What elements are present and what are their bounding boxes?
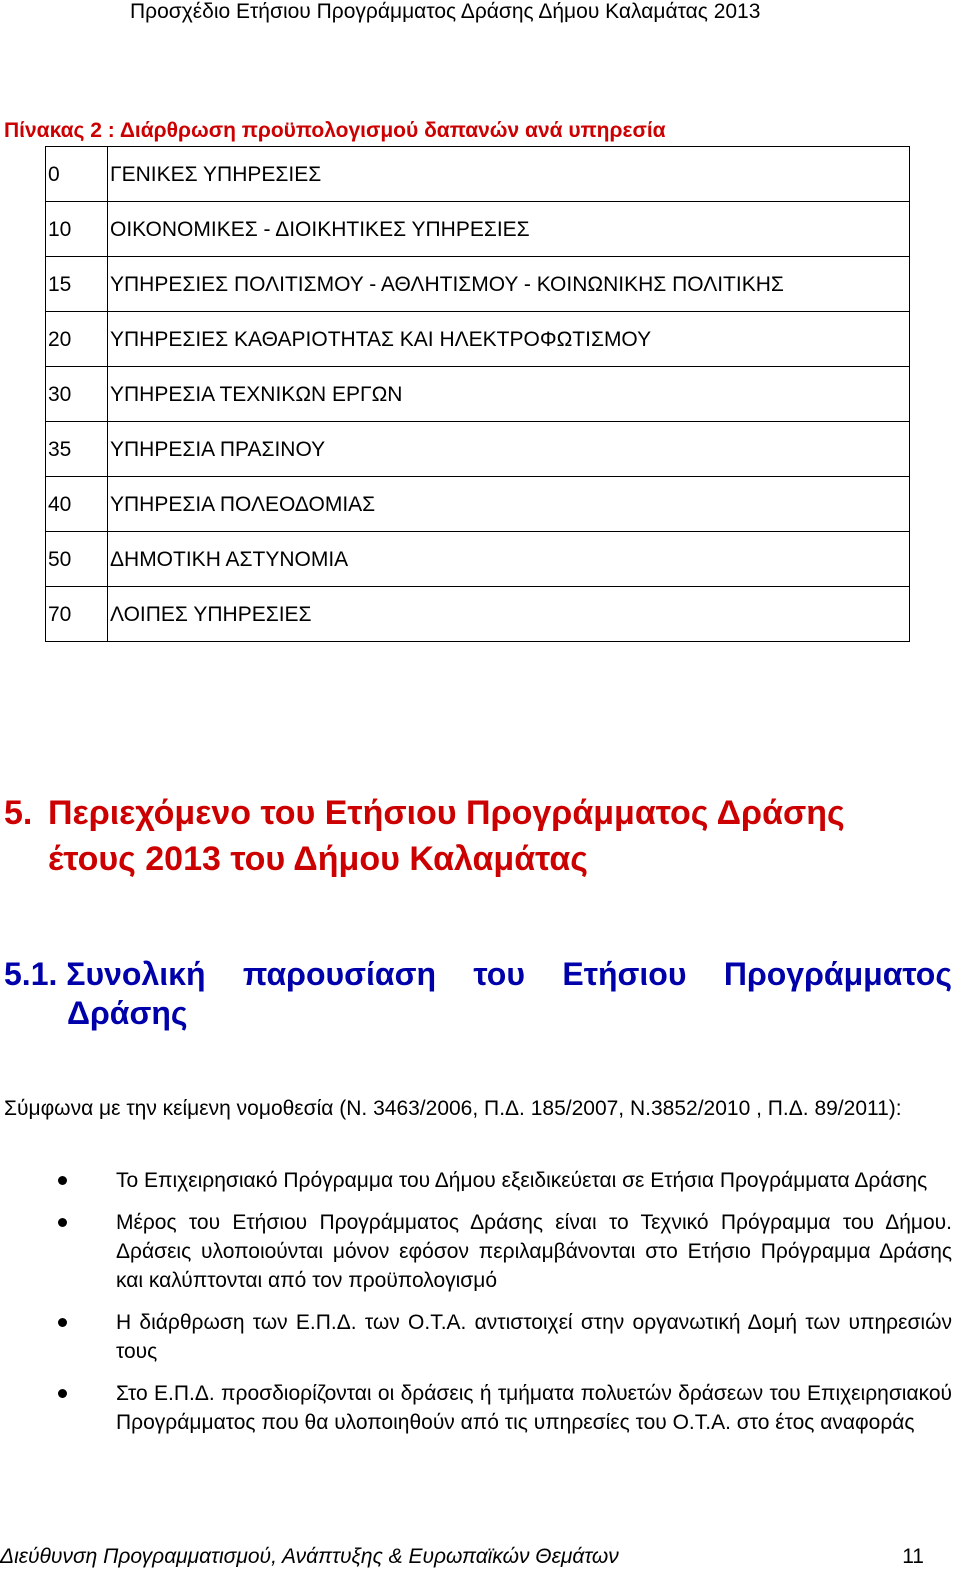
service-code-cell: 30 [46,367,108,422]
section-5-1-number: 5.1. [4,956,58,992]
bullet-list [0,1166,952,1450]
bullet-icon [58,1389,67,1398]
section-5-1-word: Ετήσιου [562,956,687,992]
section-5-title-line2: έτους 2013 του Δήμου Καλαμάτας [48,840,588,878]
section-5-1-title-line2: Δράσης [67,995,188,1031]
table-row [46,422,910,477]
table-row [46,147,910,202]
list-item-text: Η διάρθρωση των Ε.Π.Δ. των Ο.Τ.Α. αντιστοιχεί στην οργανωτική Δομή των υπηρεσιών τους [116,1311,952,1363]
section-5-1-word: Προγράμματος [723,956,952,992]
list-item [0,1166,952,1195]
service-name-cell: ΥΠΗΡΕΣΙΕΣ ΚΑΘΑΡΙΟΤΗΤΑΣ ΚΑΙ ΗΛΕΚΤΡΟΦΩΤΙΣΜΟΥ [108,312,910,367]
section-5-1-title-line1 [4,955,952,994]
service-code-cell: 35 [46,422,108,477]
table-row [46,477,910,532]
table-row [46,202,910,257]
service-code-cell: 15 [46,257,108,312]
service-name-cell: ΥΠΗΡΕΣΙΑ ΠΟΛΕΟΔΟΜΙΑΣ [108,477,910,532]
section-5-1-heading [4,955,952,1033]
list-item-text: Μέρος του Ετήσιου Προγράμματος Δράσης είναι το Τεχνικό Πρόγραμμα του Δήμου. Δράσεις υλοποιούνται μόνον εφόσον περιλαμβάνονται στο Ετήσιο Πρόγραμμα Δράσης και καλύπτονται από τον προϋπολογισμό [116,1211,952,1292]
list-item [0,1308,952,1366]
service-code-cell: 0 [46,147,108,202]
table-row [46,367,910,422]
bullet-icon [58,1318,67,1327]
service-code-cell: 40 [46,477,108,532]
service-name-cell: ΔΗΜΟΤΙΚΗ ΑΣΤΥΝΟΜΙΑ [108,532,910,587]
list-item-text: Το Επιχειρησιακό Πρόγραμμα του Δήμου εξειδικεύεται σε Ετήσια Προγράμματα Δράσης [116,1169,928,1192]
service-name-cell: ΓΕΝΙΚΕΣ ΥΠΗΡΕΣΙΕΣ [108,147,910,202]
table-row [46,257,910,312]
list-item-text: Στο Ε.Π.Δ. προσδιορίζονται οι δράσεις ή τμήματα πολυετών δράσεων του Επιχειρησιακού Προγράμματος που θα υλοποιηθούν από τις υπηρεσίες του Ο.Τ.Α. στο έτος αναφοράς [116,1382,952,1434]
table-row [46,532,910,587]
section-5-heading [4,790,952,882]
section-5-title-line1: Περιεχόμενο του Ετήσιου Προγράμματος Δράσης [48,794,845,832]
table-caption: Πίνακας 2 : Διάρθρωση προϋπολογισμού δαπανών ανά υπηρεσία [4,119,666,142]
section-5-1-word: Συνολική [66,956,206,992]
service-name-cell: ΥΠΗΡΕΣΙΕΣ ΠΟΛΙΤΙΣΜΟΥ - ΑΘΛΗΤΙΣΜΟΥ - ΚΟΙΝΩΝΙΚΗΣ ΠΟΛΙΤΙΚΗΣ [108,257,910,312]
page-footer [0,1542,952,1572]
service-name-cell: ΥΠΗΡΕΣΙΑ ΤΕΧΝΙΚΩΝ ΕΡΓΩΝ [108,367,910,422]
service-code-cell: 20 [46,312,108,367]
page-header: Προσχέδιο Ετήσιου Προγράμματος Δράσης Δήμου Καλαμάτας 2013 [130,0,761,23]
service-code-cell: 50 [46,532,108,587]
intro-paragraph: Σύμφωνα με την κείμενη νομοθεσία (Ν. 3463/2006, Π.Δ. 185/2007, Ν.3852/2010 , Π.Δ. 89/2011): [4,1097,902,1120]
table-row [46,587,910,642]
table-row [46,312,910,367]
service-code-cell: 70 [46,587,108,642]
page-number: 11 [902,1545,924,1568]
list-item [0,1379,952,1437]
services-table [45,146,910,642]
section-5-number: 5. [4,794,33,832]
service-name-cell: ΛΟΙΠΕΣ ΥΠΗΡΕΣΙΕΣ [108,587,910,642]
section-5-1-word: του [473,956,525,992]
list-item [0,1208,952,1295]
service-name-cell: ΥΠΗΡΕΣΙΑ ΠΡΑΣΙΝΟΥ [108,422,910,477]
service-name-cell: ΟΙΚΟΝΟΜΙΚΕΣ - ΔΙΟΙΚΗΤΙΚΕΣ ΥΠΗΡΕΣΙΕΣ [108,202,910,257]
bullet-icon [58,1176,67,1185]
service-code-cell: 10 [46,202,108,257]
bullet-icon [58,1218,67,1227]
footer-department: Διεύθυνση Προγραμματισμού, Ανάπτυξης & Ευρωπαϊκών Θεμάτων [0,1545,619,1568]
section-5-1-word: παρουσίαση [242,956,437,992]
